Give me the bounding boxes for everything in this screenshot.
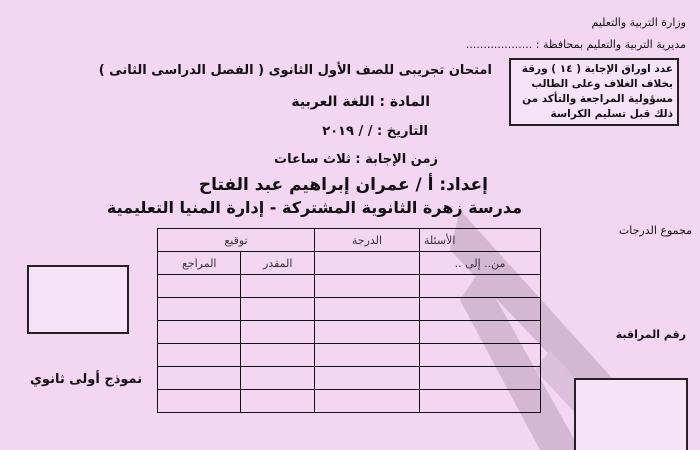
question-cell[interactable] — [420, 275, 541, 298]
estimator-cell[interactable] — [241, 275, 315, 298]
grades-table — [157, 228, 541, 413]
reviewer-cell[interactable] — [158, 367, 241, 390]
exam-subject: المادة : اللغة العربية — [291, 94, 430, 110]
question-cell[interactable] — [420, 344, 541, 367]
table-row — [158, 390, 541, 413]
question-cell[interactable] — [420, 321, 541, 344]
questions-header: الأسئلة — [420, 229, 541, 252]
question-cell[interactable] — [420, 390, 541, 413]
table-row — [158, 344, 541, 367]
answer-sheets-notice — [509, 58, 679, 126]
notice-line: عدد اوراق الإجابة ( ١٤ ) ورقة — [521, 63, 673, 75]
monitor-number-box[interactable] — [574, 378, 688, 450]
question-cell[interactable] — [420, 298, 541, 321]
reviewer-cell[interactable] — [158, 321, 241, 344]
question-cell[interactable] — [420, 367, 541, 390]
prepared-by: إعداد: أ / عمران إبراهيم عبد الفتاح — [198, 175, 488, 195]
ministry-label: وزارة التربية والتعليم — [591, 16, 686, 29]
total-grades-label: مجموع الدرجات — [618, 224, 692, 237]
notice-line: مسؤولية المراجعة والتأكد من — [522, 93, 673, 105]
directorate-label: مديرية التربية والتعليم بمحافظة : ................... — [465, 38, 686, 51]
reviewer-cell[interactable] — [158, 390, 241, 413]
grade-cell[interactable] — [315, 275, 420, 298]
from-to-header: من.. إلى .. — [420, 252, 541, 275]
reviewer-cell[interactable] — [158, 344, 241, 367]
grade-cell[interactable] — [315, 390, 420, 413]
estimator-cell[interactable] — [241, 344, 315, 367]
school-name: مدرسة زهرة الثانوية المشتركة - إدارة المنيا التعليمية — [106, 198, 522, 217]
notice-line: بخلاف الغلاف وعلى الطالب — [531, 78, 673, 90]
signature-header: توقيع — [158, 229, 315, 252]
estimator-cell[interactable] — [241, 367, 315, 390]
table-row — [158, 321, 541, 344]
notice-line: ذلك قبل تسليم الكراسة — [550, 108, 673, 120]
estimator-cell[interactable] — [241, 321, 315, 344]
estimator-header: المقدر — [241, 252, 315, 275]
model-label: نموذج أولى ثانوي — [30, 372, 143, 387]
estimator-cell[interactable] — [241, 390, 315, 413]
grade-cell[interactable] — [315, 344, 420, 367]
grade-sub-cell — [315, 252, 420, 275]
reviewer-cell[interactable] — [158, 298, 241, 321]
table-row — [158, 275, 541, 298]
reviewer-header: المراجع — [158, 252, 241, 275]
monitor-number-label: رقم المراقبة — [615, 328, 686, 341]
reviewer-cell[interactable] — [158, 275, 241, 298]
grade-cell[interactable] — [315, 367, 420, 390]
table-row — [158, 367, 541, 390]
grade-cell[interactable] — [315, 321, 420, 344]
estimator-cell[interactable] — [241, 298, 315, 321]
table-row — [158, 298, 541, 321]
grade-box-top[interactable] — [27, 265, 129, 302]
grade-header: الدرجة — [315, 229, 420, 252]
grade-cell[interactable] — [315, 298, 420, 321]
grade-box-bottom[interactable] — [27, 298, 129, 334]
exam-title: امتحان تجريبى للصف الأول الثانوى ( الفصل الدراسى الثانى ) — [98, 63, 492, 78]
exam-date: التاريخ : / / ٢٠١٩ — [322, 124, 428, 139]
exam-duration: زمن الإجابة : ثلاث ساعات — [274, 152, 438, 167]
